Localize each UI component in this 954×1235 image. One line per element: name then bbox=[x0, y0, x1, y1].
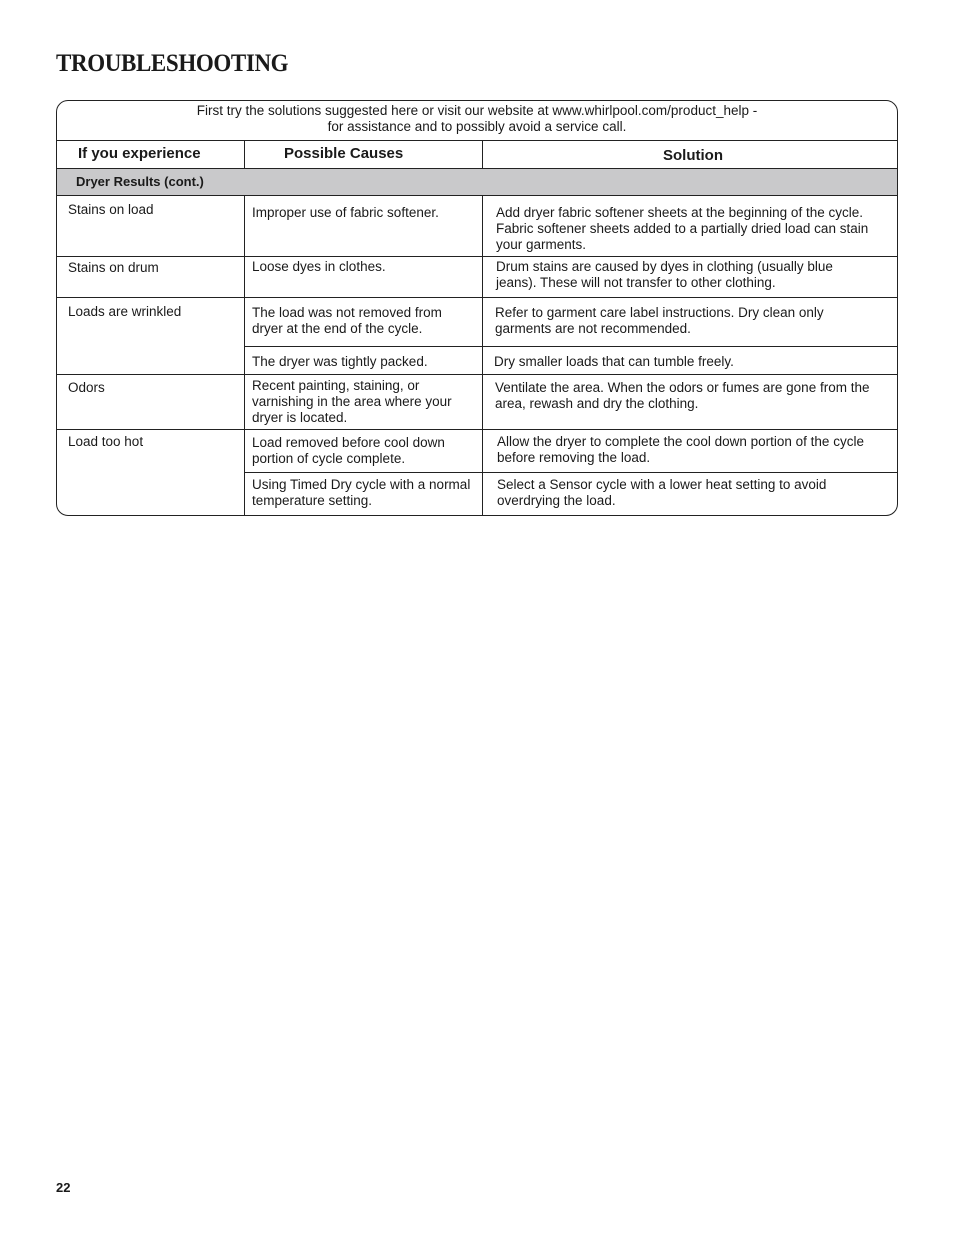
cause-cell: The load was not removed from dryer at the end of the cycle. bbox=[252, 305, 442, 336]
row-divider bbox=[57, 297, 897, 298]
solution-cell: Drum stains are caused by dyes in clothing (usually blue jeans). These will not transfer to other clothing. bbox=[496, 259, 833, 290]
row-divider bbox=[57, 256, 897, 257]
page-number: 22 bbox=[56, 1180, 71, 1195]
header-experience: If you experience bbox=[78, 145, 201, 162]
solution-cell: Allow the dryer to complete the cool down portion of the cycle before removing the load. bbox=[497, 434, 864, 465]
intro-line-2: for assistance and to possibly avoid a service call. bbox=[327, 119, 627, 134]
header-solution: Solution bbox=[663, 147, 723, 164]
intro-banner bbox=[57, 101, 897, 141]
row-divider bbox=[57, 374, 897, 375]
cause-cell: Loose dyes in clothes. bbox=[252, 259, 386, 274]
section-band bbox=[57, 169, 897, 196]
page-title: TROUBLESHOOTING bbox=[56, 50, 289, 77]
header-cell-experience bbox=[57, 141, 245, 169]
experience-cell: Odors bbox=[68, 380, 105, 395]
solution-cell: Refer to garment care label instructions. Dry clean only garments are not recommended. bbox=[495, 305, 824, 336]
row-divider bbox=[245, 472, 897, 473]
column-divider bbox=[244, 196, 245, 516]
cause-cell: Using Timed Dry cycle with a normal temperature setting. bbox=[252, 477, 471, 508]
section-label: Dryer Results (cont.) bbox=[76, 174, 204, 189]
experience-cell: Load too hot bbox=[68, 434, 144, 449]
column-divider bbox=[482, 196, 483, 516]
header-cell-causes bbox=[245, 141, 483, 169]
header-cell-solution bbox=[483, 141, 897, 169]
header-causes: Possible Causes bbox=[284, 145, 404, 162]
experience-cell: Loads are wrinkled bbox=[68, 304, 182, 319]
troubleshooting-table bbox=[56, 100, 898, 516]
solution-cell: Select a Sensor cycle with a lower heat setting to avoid overdrying the load. bbox=[497, 477, 827, 508]
row-divider bbox=[57, 429, 897, 430]
cause-cell: Improper use of fabric softener. bbox=[252, 205, 439, 220]
header-divider bbox=[244, 141, 245, 169]
row-divider bbox=[245, 346, 897, 347]
cause-cell: Load removed before cool down portion of cycle complete. bbox=[252, 435, 445, 466]
intro-line-1: First try the solutions suggested here or visit our website at www.whirlpool.com/product_help - bbox=[196, 103, 758, 118]
solution-cell: Dry smaller loads that can tumble freely. bbox=[494, 354, 734, 369]
experience-cell: Stains on drum bbox=[68, 260, 159, 275]
header-divider bbox=[482, 141, 483, 169]
solution-cell: Ventilate the area. When the odors or fumes are gone from the area, rewash and dry the clothing. bbox=[495, 380, 870, 411]
cause-cell: The dryer was tightly packed. bbox=[252, 354, 428, 369]
experience-cell: Stains on load bbox=[68, 202, 154, 217]
cause-cell: Recent painting, staining, or varnishing in the area where your dryer is located. bbox=[252, 378, 452, 425]
solution-cell: Add dryer fabric softener sheets at the beginning of the cycle. Fabric softener sheets added to a partially dried load can stain your garments. bbox=[496, 205, 869, 252]
